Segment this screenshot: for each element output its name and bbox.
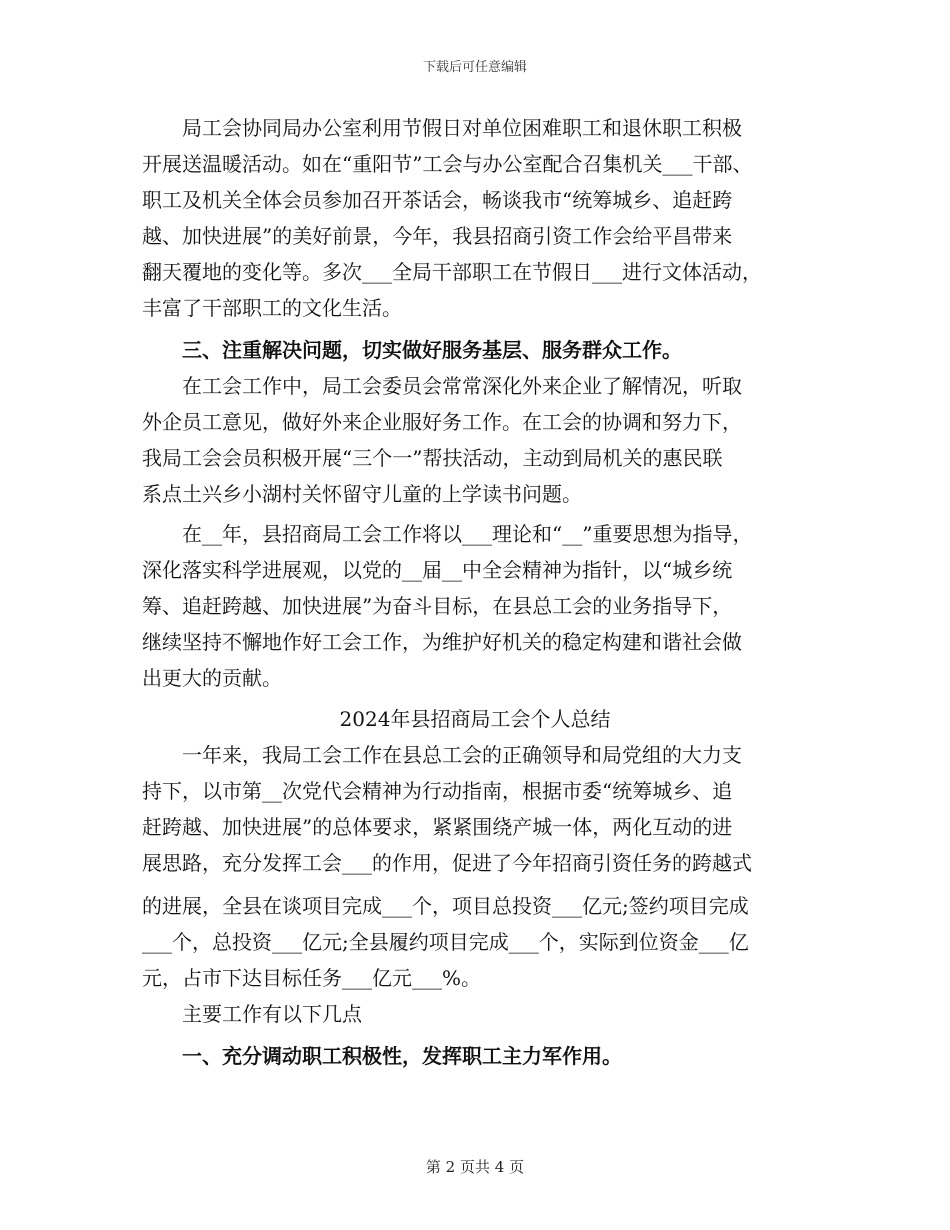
page-footer: 第 2 页共 4 页 xyxy=(425,1158,525,1176)
body-line: 持下，以市第__次党代会精神为行动指南，根据市委“统筹城乡、追 xyxy=(142,779,733,803)
body-line: 筹、追赶跨越、加快进展”为奋斗目标，在县总工会的业务指导下， xyxy=(142,594,733,618)
body-line: ___个，总投资___亿元;全县履约项目完成___个，实际到位资金___亿 xyxy=(142,930,749,954)
body-line: 丰富了干部职工的文化生活。 xyxy=(142,296,402,320)
body-line: 在工会工作中，局工会委员会常常深化外来企业了解情况，听取 xyxy=(142,374,742,398)
body-line: 赶跨越、加快进展”的总体要求，紧紧围绕产城一体，两化互动的进 xyxy=(142,815,733,839)
body-line: 的进展，全县在谈项目完成___个，项目总投资___亿元;签约项目完成 xyxy=(142,894,749,918)
body-line: 职工及机关全体会员参加召开茶话会，畅谈我市“统筹城乡、追赶跨 xyxy=(142,188,733,212)
section-heading: 一、充分调动职工积极性，发挥职工主力军作用。 xyxy=(142,1044,622,1068)
page-header: 下载后可任意编辑 xyxy=(422,60,527,75)
body-line: 展思路，充分发挥工会___的作用，促进了今年招商引资任务的跨越式 xyxy=(142,851,752,875)
body-line: 我局工会会员积极开展“三个一”帮扶活动，主动到局机关的惠民联 xyxy=(142,446,723,470)
body-line: 一年来，我局工会工作在县总工会的正确领导和局党组的大力支 xyxy=(142,743,742,767)
body-line: 翻天覆地的变化等。多次___全局干部职工在节假日___进行文体活动， xyxy=(142,260,762,284)
document-title: 2024年县招商局工会个人总结 xyxy=(339,707,611,731)
body-line: 出更大的贡献。 xyxy=(142,666,282,690)
body-line: 越、加快进展”的美好前景，今年，我县招商引资工作会给平昌带来 xyxy=(142,224,733,248)
body-line: 继续坚持不懈地作好工会工作，为维护好机关的稳定构建和谐社会做 xyxy=(142,630,742,654)
body-line: 元，占市下达目标任务___亿元___%。 xyxy=(142,966,482,990)
body-line: 在__年，县招商局工会工作将以___理论和“__”重要思想为指导， xyxy=(142,522,753,546)
body-line: 主要工作有以下几点 xyxy=(142,1002,362,1026)
section-heading: 三、注重解决问题，切实做好服务基层、服务群众工作。 xyxy=(142,338,682,362)
body-line: 局工会协同局办公室利用节假日对单位困难职工和退休职工积极 xyxy=(142,116,742,140)
body-line: 开展送温暖活动。如在“重阳节”工会与办公室配合召集机关___干部、 xyxy=(142,152,753,176)
body-line: 外企员工意见，做好外来企业服好务工作。在工会的协调和努力下， xyxy=(142,410,742,434)
body-line: 深化落实科学进展观，以党的__届__中全会精神为指针，以“城乡统 xyxy=(142,558,733,582)
body-line: 系点土兴乡小湖村关怀留守儿童的上学读书问题。 xyxy=(142,482,582,506)
